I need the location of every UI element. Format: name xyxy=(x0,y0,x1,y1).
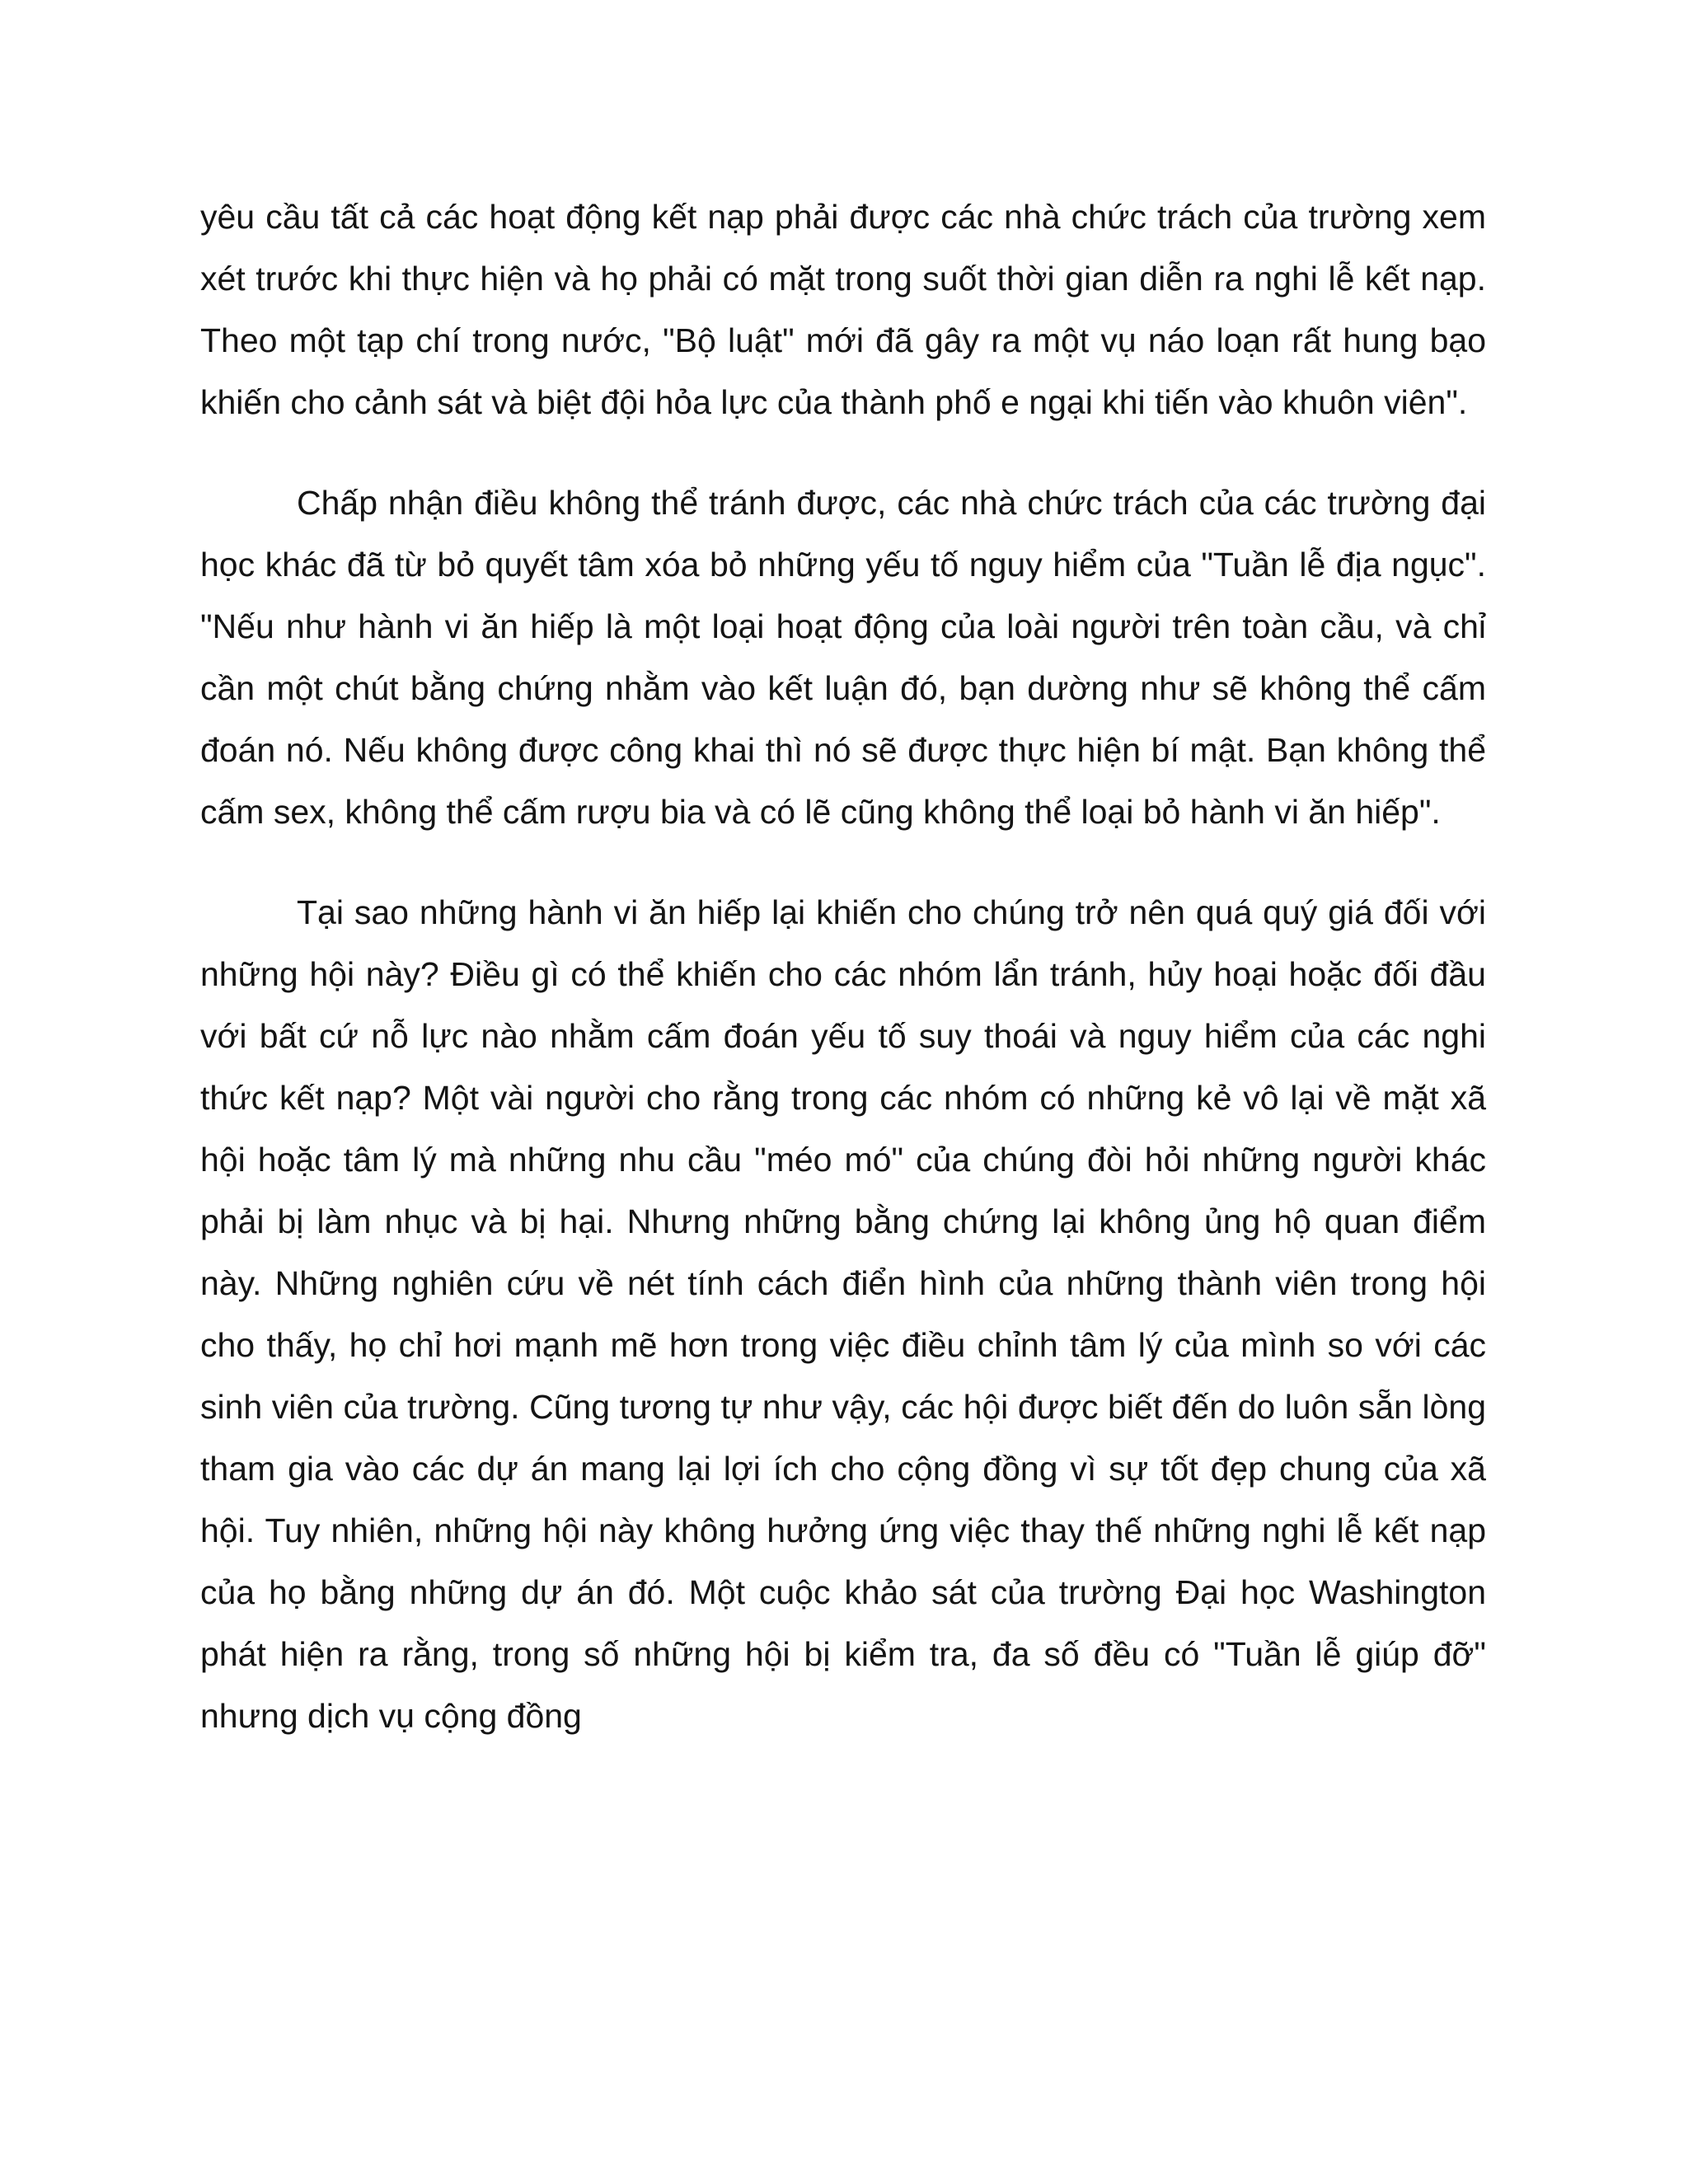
paragraph-3: Tại sao những hành vi ăn hiếp lại khiến cho chúng trở nên quá quý giá đối với những hội này? Điều gì có thể khiến cho các nhóm lẩn tránh, hủy hoại hoặc đối đầu với bất cứ nỗ lực nào nhằm cấm đoán yếu tố suy thoái và nguy hiểm của các nghi thức kết nạp? Một vài người cho rằng trong các nhóm có những kẻ vô lại về mặt xã hội hoặc tâm lý mà những nhu cầu "méo mó" của chúng đòi hỏi những người khác phải bị làm nhục và bị hại. Nhưng những bằng chứng lại không ủng hộ quan điểm này. Những nghiên cứu về nét tính cách điển hình của những thành viên trong hội cho thấy, họ chỉ hơi mạnh mẽ hơn trong việc điều chỉnh tâm lý của mình so với các sinh viên của trường. Cũng tương tự như vậy, các hội được biết đến do luôn sẵn lòng tham gia vào các dự án mang lại lợi ích cho cộng đồng vì sự tốt đẹp chung của xã hội. Tuy nhiên, những hội này không hưởng ứng việc thay thế những nghi lễ kết nạp của họ bằng những dự án đó. Một cuộc khảo sát của trường Đại học Washington phát hiện ra rằng, trong số những hội bị kiểm tra, đa số đều có "Tuần lễ giúp đỡ" nhưng dịch vụ cộng đồng xyxy=(200,893,1486,1735)
body-text xyxy=(200,186,1486,1747)
paragraph-1: yêu cầu tất cả các hoạt động kết nạp phải được các nhà chức trách của trường xem xét trước khi thực hiện và họ phải có mặt trong suốt thời gian diễn ra nghi lễ kết nạp. Theo một tạp chí trong nước, "Bộ luật" mới đã gây ra một vụ náo loạn rất hung bạo khiến cho cảnh sát và biệt đội hỏa lực của thành phố e ngại khi tiến vào khuôn viên". xyxy=(200,198,1486,421)
paragraph-2: Chấp nhận điều không thể tránh được, các nhà chức trách của các trường đại học khác đã từ bỏ quyết tâm xóa bỏ những yếu tố nguy hiểm của "Tuần lễ địa ngục". "Nếu như hành vi ăn hiếp là một loại hoạt động của loài người trên toàn cầu, và chỉ cần một chút bằng chứng nhằm vào kết luận đó, bạn dường như sẽ không thể cấm đoán nó. Nếu không được công khai thì nó sẽ được thực hiện bí mật. Bạn không thể cấm sex, không thể cấm rượu bia và có lẽ cũng không thể loại bỏ hành vi ăn hiếp". xyxy=(200,484,1486,831)
